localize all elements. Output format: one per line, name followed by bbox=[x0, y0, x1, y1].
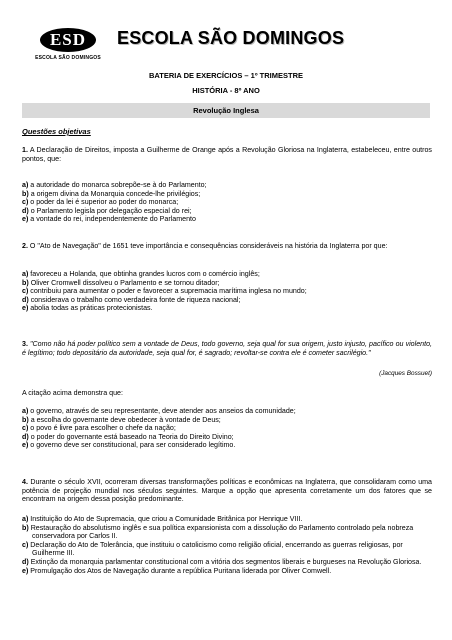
option-text: o governo deve ser constitucional, para ser considerado legítimo. bbox=[30, 441, 236, 450]
option-letter: e) bbox=[22, 566, 29, 575]
option-d bbox=[22, 433, 432, 442]
option-letter: a) bbox=[22, 181, 29, 189]
option-text: favoreceu a Holanda, que obtinha grandes lucros com o comércio inglês; bbox=[30, 270, 260, 278]
question-number: 2. bbox=[22, 242, 28, 250]
option-text: o governo, através de seu representante, deve atender aos anseios da comunidade; bbox=[30, 407, 296, 415]
option-text: a autoridade do monarca sobrepõe-se à do Parlamento; bbox=[30, 181, 207, 189]
logo-caption: ESCOLA SÃO DOMINGOS bbox=[35, 55, 101, 61]
question-3-stem: A citação acima demonstra que: bbox=[22, 389, 123, 397]
question-4-stem bbox=[22, 478, 432, 504]
option-b bbox=[22, 279, 432, 288]
option-text: o poder da lei é superior ao poder do monarca; bbox=[30, 198, 179, 207]
option-letter: e) bbox=[22, 215, 29, 224]
quote-author: (Jacques Bossuet) bbox=[379, 370, 432, 377]
option-b bbox=[22, 524, 432, 541]
option-text: abolia todas as práticas protecionistas. bbox=[30, 304, 153, 313]
option-text: Restauração do absolutismo inglês e sua política expansionista com a dissolução do Parlamento controlado pela nobreza conservadora por Carlos II. bbox=[30, 523, 414, 541]
option-a bbox=[22, 270, 432, 279]
topic-banner: Revolução Inglesa bbox=[22, 103, 430, 118]
option-e bbox=[22, 215, 432, 224]
course-title: HISTÓRIA - 8º ANO bbox=[192, 86, 260, 95]
question-number: 1. bbox=[22, 146, 28, 154]
question-1-options bbox=[22, 181, 432, 224]
quote-text: "Como não há poder político sem a vontade de Deus, todo governo, seja qual for sua origem, justo injusto, pacífico ou violento, é legítimo; todo depositário da autoridade, seja qual for, é sagrado; revoltar-se contra ele é cometer sacrilégio." bbox=[22, 340, 432, 357]
option-text: a origem divina da Monarquia concede-lhe privilégios; bbox=[30, 189, 201, 198]
option-letter: a) bbox=[22, 515, 29, 523]
question-number: 3. bbox=[22, 340, 28, 348]
option-text: Oliver Cromwell dissolveu o Parlamento e se tornou ditador; bbox=[30, 278, 220, 287]
question-2-stem bbox=[22, 242, 432, 251]
option-text: Declaração do Ato de Tolerância, que instituiu o catolicismo como religião oficial, encerrando as guerras religiosas, por Guilherme III. bbox=[30, 540, 403, 558]
option-text: Extinção da monarquia parlamentar constitucional com a vitória dos segmentos liberais e burgueses na Revolução Gloriosa. bbox=[30, 557, 422, 566]
question-text: O "Ato de Navegação" de 1651 teve importância e consequências consideráveis na história da Inglaterra por que: bbox=[29, 242, 388, 250]
section-heading: Questões objetivas bbox=[22, 127, 91, 136]
school-name: ESCOLA SÃO DOMINGOS bbox=[117, 28, 345, 48]
logo-emblem: ESD bbox=[40, 28, 96, 52]
option-text: a vontade do rei, independentemente do Parlamento bbox=[30, 215, 196, 224]
option-text: contribuiu para aumentar o poder e favorecer a supremacia marítima inglesa no mundo; bbox=[30, 287, 307, 296]
option-letter: d) bbox=[22, 557, 29, 566]
exercise-title: BATERIA DE EXERCÍCIOS – 1º TRIMESTRE bbox=[148, 71, 303, 80]
option-letter: c) bbox=[22, 424, 29, 433]
option-letter: c) bbox=[22, 540, 29, 549]
option-letter: a) bbox=[22, 270, 29, 278]
option-text: o povo é livre para escolher o chefe da nação; bbox=[30, 424, 176, 433]
question-1-stem bbox=[22, 146, 432, 163]
option-text: Promulgação dos Atos de Navegação durante a república Puritana liderada por Oliver Comwell. bbox=[30, 566, 332, 575]
option-e bbox=[22, 441, 432, 450]
option-d bbox=[22, 558, 432, 567]
option-d bbox=[22, 296, 432, 305]
option-e bbox=[22, 304, 432, 313]
question-4-options bbox=[22, 515, 432, 575]
option-c bbox=[22, 287, 432, 296]
option-d bbox=[22, 207, 432, 216]
option-c bbox=[22, 424, 432, 433]
question-3-options bbox=[22, 407, 432, 450]
option-letter: b) bbox=[22, 523, 29, 532]
option-a bbox=[22, 181, 432, 190]
option-a bbox=[22, 407, 432, 416]
question-text: Durante o século XVII, ocorreram diversas transformações políticas e econômicas na Inglaterra, que consolidaram como uma potência de projeção mundial nos séculos seguintes. Marque a opção que apresenta corretamente um dos fatores que se encontram na origem dessa posição predominante. bbox=[22, 478, 432, 504]
option-letter: b) bbox=[22, 278, 29, 287]
option-c bbox=[22, 541, 432, 558]
question-number: 4. bbox=[22, 478, 28, 486]
option-a bbox=[22, 515, 432, 524]
option-letter: e) bbox=[22, 304, 29, 313]
option-letter: d) bbox=[22, 295, 29, 304]
option-text: considerava o trabalho como verdadeira fonte de riqueza nacional; bbox=[30, 295, 241, 304]
option-b bbox=[22, 416, 432, 425]
question-3-quote bbox=[22, 340, 432, 357]
option-letter: b) bbox=[22, 415, 29, 424]
school-logo bbox=[34, 26, 100, 66]
option-c bbox=[22, 198, 432, 207]
option-letter: d) bbox=[22, 206, 29, 215]
option-text: o poder do governante está baseado na Teoria do Direito Divino; bbox=[30, 432, 234, 441]
option-text: Instituição do Ato de Supremacia, que criou a Comunidade Britânica por Henrique VIII. bbox=[30, 515, 303, 523]
option-letter: c) bbox=[22, 198, 29, 207]
option-letter: b) bbox=[22, 189, 29, 198]
option-e bbox=[22, 567, 432, 576]
option-letter: e) bbox=[22, 441, 29, 450]
question-2-options bbox=[22, 270, 432, 313]
option-text: o Parlamento legisla por delegação especial do rei; bbox=[30, 206, 192, 215]
option-text: a escolha do governante deve obedecer à vontade de Deus; bbox=[30, 415, 221, 424]
option-letter: c) bbox=[22, 287, 29, 296]
question-text: A Declaração de Direitos, imposta a Guilherme de Orange após a Revolução Gloriosa na Inglaterra, estabeleceu, entre outros pontos, que: bbox=[22, 146, 432, 163]
option-letter: d) bbox=[22, 432, 29, 441]
option-letter: a) bbox=[22, 407, 29, 415]
option-b bbox=[22, 190, 432, 199]
